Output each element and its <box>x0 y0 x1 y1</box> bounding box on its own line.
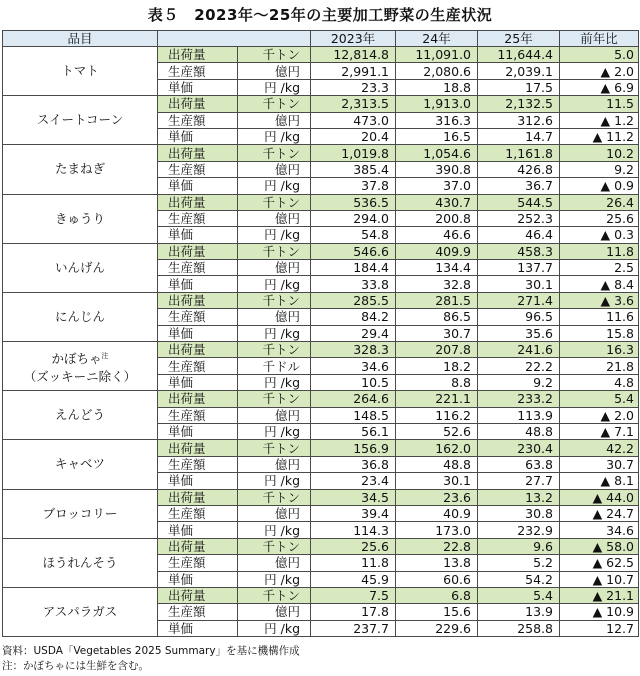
table-row <box>3 489 639 505</box>
value-yoy: 5.4 <box>560 391 639 407</box>
value-2023: 546.6 <box>311 243 396 259</box>
item-name-cell <box>3 489 158 538</box>
value-2023: 20.4 <box>311 128 396 144</box>
value-2023: 1,019.8 <box>311 145 396 161</box>
metric-label: 単価 <box>158 178 238 194</box>
value-yoy: ▲ 11.2 <box>560 128 639 144</box>
metric-unit: 円 /kg <box>238 325 311 341</box>
value-yoy: 11.5 <box>560 96 639 112</box>
value-2023: 84.2 <box>311 309 396 325</box>
value-2025: 233.2 <box>478 391 560 407</box>
metric-label: 生産額 <box>158 604 238 620</box>
value-2024: 207.8 <box>396 342 478 358</box>
value-2025: 30.1 <box>478 276 560 292</box>
metric-label: 単価 <box>158 276 238 292</box>
item-name-cell <box>3 243 158 292</box>
item-name-cell <box>3 47 158 96</box>
metric-unit: 千トン <box>238 243 311 259</box>
value-2024: 200.8 <box>396 210 478 226</box>
value-2023: 2,991.1 <box>311 63 396 79</box>
value-yoy: ▲ 10.9 <box>560 604 639 620</box>
value-2023: 156.9 <box>311 440 396 456</box>
value-2024: 409.9 <box>396 243 478 259</box>
value-2025: 426.8 <box>478 161 560 177</box>
table-row <box>3 96 639 112</box>
value-2024: 173.0 <box>396 522 478 538</box>
value-2023: 34.6 <box>311 358 396 374</box>
value-yoy: ▲ 44.0 <box>560 489 639 505</box>
value-yoy: 26.4 <box>560 194 639 210</box>
value-yoy: ▲ 62.5 <box>560 555 639 571</box>
metric-unit: 千ドル <box>238 358 311 374</box>
value-2023: 148.5 <box>311 407 396 423</box>
metric-label: 単価 <box>158 423 238 439</box>
table-row <box>3 440 639 456</box>
value-2025: 63.8 <box>478 456 560 472</box>
metric-label: 出荷量 <box>158 391 238 407</box>
value-yoy: ▲ 10.7 <box>560 571 639 587</box>
item-name: にんじん <box>54 308 105 324</box>
value-2025: 48.8 <box>478 423 560 439</box>
metric-unit: 千トン <box>238 96 311 112</box>
metric-label: 出荷量 <box>158 342 238 358</box>
metric-label: 出荷量 <box>158 194 238 210</box>
value-2025: 5.4 <box>478 587 560 603</box>
value-yoy: 42.2 <box>560 440 639 456</box>
value-2024: 8.8 <box>396 374 478 390</box>
value-2024: 13.8 <box>396 555 478 571</box>
value-2025: 2,132.5 <box>478 96 560 112</box>
header-2024: 24年 <box>396 31 478 47</box>
metric-unit: 円 /kg <box>238 423 311 439</box>
item-note-mark: 注 <box>101 351 109 360</box>
value-yoy: 15.8 <box>560 325 639 341</box>
value-2023: 114.3 <box>311 522 396 538</box>
table-title: 表５ 2023年～25年の主要加工野菜の生産状況 <box>147 6 493 24</box>
metric-label: 生産額 <box>158 456 238 472</box>
value-yoy: ▲ 2.0 <box>560 63 639 79</box>
item-name-sub: （ズッキーニ除く） <box>23 368 137 384</box>
item-name: たまねぎ <box>54 161 105 177</box>
value-yoy: 2.5 <box>560 260 639 276</box>
metric-label: 単価 <box>158 473 238 489</box>
value-2025: 14.7 <box>478 128 560 144</box>
value-yoy: 21.8 <box>560 358 639 374</box>
value-2025: 46.4 <box>478 227 560 243</box>
value-2023: 29.4 <box>311 325 396 341</box>
value-yoy: ▲ 6.9 <box>560 79 639 95</box>
metric-unit: 億円 <box>238 505 311 521</box>
value-2025: 17.5 <box>478 79 560 95</box>
metric-label: 出荷量 <box>158 489 238 505</box>
metric-unit: 億円 <box>238 161 311 177</box>
value-2025: 241.6 <box>478 342 560 358</box>
item-name-cell <box>3 391 158 440</box>
value-2023: 54.8 <box>311 227 396 243</box>
item-name: いんげん <box>54 259 105 275</box>
value-2025: 36.7 <box>478 178 560 194</box>
value-2024: 1,054.6 <box>396 145 478 161</box>
item-name: トマト <box>61 63 99 79</box>
value-yoy: 10.2 <box>560 145 639 161</box>
metric-label: 生産額 <box>158 63 238 79</box>
metric-label: 単価 <box>158 620 238 636</box>
metric-label: 出荷量 <box>158 96 238 112</box>
value-yoy: 30.7 <box>560 456 639 472</box>
metric-label: 出荷量 <box>158 292 238 308</box>
value-2023: 473.0 <box>311 112 396 128</box>
value-2024: 221.1 <box>396 391 478 407</box>
metric-label: 生産額 <box>158 309 238 325</box>
value-yoy: ▲ 0.9 <box>560 178 639 194</box>
value-2025: 13.9 <box>478 604 560 620</box>
metric-label: 生産額 <box>158 407 238 423</box>
value-yoy: ▲ 7.1 <box>560 423 639 439</box>
metric-label: 単価 <box>158 227 238 243</box>
metric-label: 単価 <box>158 522 238 538</box>
metric-unit: 円 /kg <box>238 522 311 538</box>
value-2023: 536.5 <box>311 194 396 210</box>
metric-unit: 千トン <box>238 292 311 308</box>
value-2024: 316.3 <box>396 112 478 128</box>
value-2025: 22.2 <box>478 358 560 374</box>
item-name: かぼちゃ <box>51 350 102 366</box>
value-2023: 23.3 <box>311 79 396 95</box>
metric-unit: 円 /kg <box>238 227 311 243</box>
value-2023: 237.7 <box>311 620 396 636</box>
table-row <box>3 587 639 603</box>
value-yoy: 34.6 <box>560 522 639 538</box>
value-2025: 35.6 <box>478 325 560 341</box>
value-2024: 86.5 <box>396 309 478 325</box>
value-2024: 1,913.0 <box>396 96 478 112</box>
value-yoy: 16.3 <box>560 342 639 358</box>
value-2023: 25.6 <box>311 538 396 554</box>
item-name: キャベツ <box>54 456 105 472</box>
metric-unit: 千トン <box>238 489 311 505</box>
metric-label: 単価 <box>158 128 238 144</box>
value-2024: 30.7 <box>396 325 478 341</box>
value-2025: 27.7 <box>478 473 560 489</box>
value-2023: 17.8 <box>311 604 396 620</box>
value-2024: 30.1 <box>396 473 478 489</box>
value-2024: 37.0 <box>396 178 478 194</box>
metric-label: 生産額 <box>158 161 238 177</box>
value-2023: 23.4 <box>311 473 396 489</box>
value-2025: 30.8 <box>478 505 560 521</box>
table-row <box>3 538 639 554</box>
metric-unit: 円 /kg <box>238 374 311 390</box>
header-blank <box>158 31 311 47</box>
value-2025: 11,644.4 <box>478 47 560 63</box>
value-2023: 56.1 <box>311 423 396 439</box>
metric-unit: 億円 <box>238 555 311 571</box>
value-2023: 34.5 <box>311 489 396 505</box>
value-2025: 113.9 <box>478 407 560 423</box>
metric-unit: 円 /kg <box>238 571 311 587</box>
value-2025: 137.7 <box>478 260 560 276</box>
production-table <box>2 30 639 637</box>
item-name-cell <box>3 538 158 587</box>
table-body <box>3 47 639 637</box>
table-row <box>3 391 639 407</box>
value-yoy: ▲ 24.7 <box>560 505 639 521</box>
metric-label: 出荷量 <box>158 587 238 603</box>
metric-unit: 円 /kg <box>238 128 311 144</box>
metric-unit: 千トン <box>238 587 311 603</box>
value-yoy: ▲ 8.4 <box>560 276 639 292</box>
value-2025: 258.8 <box>478 620 560 636</box>
metric-label: 生産額 <box>158 358 238 374</box>
table-row <box>3 47 639 63</box>
metric-label: 単価 <box>158 325 238 341</box>
metric-label: 出荷量 <box>158 145 238 161</box>
value-2025: 230.4 <box>478 440 560 456</box>
metric-unit: 円 /kg <box>238 620 311 636</box>
value-2025: 9.2 <box>478 374 560 390</box>
value-2023: 11.8 <box>311 555 396 571</box>
value-2025: 1,161.8 <box>478 145 560 161</box>
metric-label: 単価 <box>158 571 238 587</box>
table-row <box>3 194 639 210</box>
value-yoy: ▲ 58.0 <box>560 538 639 554</box>
value-yoy: ▲ 8.1 <box>560 473 639 489</box>
value-2025: 13.2 <box>478 489 560 505</box>
metric-unit: 円 /kg <box>238 473 311 489</box>
metric-unit: 億円 <box>238 260 311 276</box>
value-2024: 6.8 <box>396 587 478 603</box>
value-2023: 385.4 <box>311 161 396 177</box>
value-2025: 2,039.1 <box>478 63 560 79</box>
value-2023: 264.6 <box>311 391 396 407</box>
item-name-cell <box>3 342 158 391</box>
metric-label: 生産額 <box>158 555 238 571</box>
table-row <box>3 292 639 308</box>
footnote-note: 注：かぼちゃには生鮮を含む。 <box>2 660 149 672</box>
value-2024: 32.8 <box>396 276 478 292</box>
item-name-cell <box>3 145 158 194</box>
metric-label: 生産額 <box>158 210 238 226</box>
value-2025: 312.6 <box>478 112 560 128</box>
item-name: ブロッコリー <box>42 505 118 521</box>
value-yoy: 25.6 <box>560 210 639 226</box>
value-2023: 294.0 <box>311 210 396 226</box>
table-row <box>3 342 639 358</box>
value-2025: 9.6 <box>478 538 560 554</box>
value-2023: 7.5 <box>311 587 396 603</box>
item-name-cell <box>3 96 158 145</box>
metric-unit: 億円 <box>238 309 311 325</box>
footnote-source: 資料：USDA「Vegetables 2025 Summary」を基に機構作成 <box>2 645 300 657</box>
value-2023: 328.3 <box>311 342 396 358</box>
value-2024: 11,091.0 <box>396 47 478 63</box>
metric-label: 出荷量 <box>158 47 238 63</box>
value-2023: 33.8 <box>311 276 396 292</box>
value-2023: 184.4 <box>311 260 396 276</box>
value-yoy: ▲ 1.2 <box>560 112 639 128</box>
value-yoy: 12.7 <box>560 620 639 636</box>
value-2025: 5.2 <box>478 555 560 571</box>
metric-unit: 千トン <box>238 342 311 358</box>
value-yoy: 11.8 <box>560 243 639 259</box>
metric-label: 出荷量 <box>158 538 238 554</box>
value-2024: 46.6 <box>396 227 478 243</box>
metric-unit: 億円 <box>238 63 311 79</box>
value-2025: 96.5 <box>478 309 560 325</box>
value-2024: 281.5 <box>396 292 478 308</box>
value-2024: 23.6 <box>396 489 478 505</box>
metric-unit: 千トン <box>238 391 311 407</box>
item-name: えんどう <box>54 407 105 423</box>
value-2025: 544.5 <box>478 194 560 210</box>
value-2024: 430.7 <box>396 194 478 210</box>
value-2024: 116.2 <box>396 407 478 423</box>
metric-unit: 千トン <box>238 145 311 161</box>
value-2024: 162.0 <box>396 440 478 456</box>
value-2023: 39.4 <box>311 505 396 521</box>
metric-unit: 千トン <box>238 538 311 554</box>
value-2023: 10.5 <box>311 374 396 390</box>
metric-unit: 億円 <box>238 604 311 620</box>
value-yoy: ▲ 2.0 <box>560 407 639 423</box>
value-yoy: 9.2 <box>560 161 639 177</box>
item-name: きゅうり <box>54 210 105 226</box>
item-name-cell <box>3 292 158 341</box>
table-row <box>3 243 639 259</box>
value-yoy: ▲ 3.6 <box>560 292 639 308</box>
value-2024: 15.6 <box>396 604 478 620</box>
value-2024: 18.8 <box>396 79 478 95</box>
value-2025: 54.2 <box>478 571 560 587</box>
header-item: 品目 <box>3 31 158 47</box>
value-2023: 36.8 <box>311 456 396 472</box>
header-2023: 2023年 <box>311 31 396 47</box>
value-2023: 2,313.5 <box>311 96 396 112</box>
metric-unit: 円 /kg <box>238 276 311 292</box>
item-name: アスパラガス <box>42 603 118 619</box>
metric-unit: 億円 <box>238 456 311 472</box>
value-yoy: 11.6 <box>560 309 639 325</box>
value-2024: 16.5 <box>396 128 478 144</box>
value-2023: 45.9 <box>311 571 396 587</box>
metric-unit: 億円 <box>238 407 311 423</box>
value-2024: 52.6 <box>396 423 478 439</box>
value-yoy: ▲ 21.1 <box>560 587 639 603</box>
value-2025: 252.3 <box>478 210 560 226</box>
value-2023: 37.8 <box>311 178 396 194</box>
metric-label: 単価 <box>158 79 238 95</box>
item-name: ほうれんそう <box>42 554 118 570</box>
metric-unit: 千トン <box>238 47 311 63</box>
value-2023: 285.5 <box>311 292 396 308</box>
value-2025: 458.3 <box>478 243 560 259</box>
value-2024: 22.8 <box>396 538 478 554</box>
value-2024: 48.8 <box>396 456 478 472</box>
metric-unit: 円 /kg <box>238 79 311 95</box>
header-yoy: 前年比 <box>560 31 639 47</box>
value-2024: 390.8 <box>396 161 478 177</box>
item-name-cell <box>3 194 158 243</box>
table-row <box>3 145 639 161</box>
metric-label: 出荷量 <box>158 243 238 259</box>
value-2024: 229.6 <box>396 620 478 636</box>
value-2024: 18.2 <box>396 358 478 374</box>
value-yoy: 4.8 <box>560 374 639 390</box>
value-2025: 232.9 <box>478 522 560 538</box>
metric-unit: 億円 <box>238 112 311 128</box>
value-2024: 134.4 <box>396 260 478 276</box>
value-2024: 2,080.6 <box>396 63 478 79</box>
metric-unit: 千トン <box>238 194 311 210</box>
item-name-cell <box>3 440 158 489</box>
metric-unit: 円 /kg <box>238 178 311 194</box>
value-2025: 271.4 <box>478 292 560 308</box>
metric-label: 出荷量 <box>158 440 238 456</box>
value-2024: 60.6 <box>396 571 478 587</box>
value-2024: 40.9 <box>396 505 478 521</box>
metric-label: 単価 <box>158 374 238 390</box>
value-yoy: ▲ 0.3 <box>560 227 639 243</box>
metric-label: 生産額 <box>158 260 238 276</box>
metric-label: 生産額 <box>158 112 238 128</box>
item-name: スイートコーン <box>36 112 124 128</box>
value-2023: 12,814.8 <box>311 47 396 63</box>
header-row <box>3 31 639 47</box>
metric-unit: 千トン <box>238 440 311 456</box>
item-name-cell <box>3 587 158 636</box>
value-yoy: 5.0 <box>560 47 639 63</box>
metric-unit: 億円 <box>238 210 311 226</box>
header-2025: 25年 <box>478 31 560 47</box>
metric-label: 生産額 <box>158 505 238 521</box>
